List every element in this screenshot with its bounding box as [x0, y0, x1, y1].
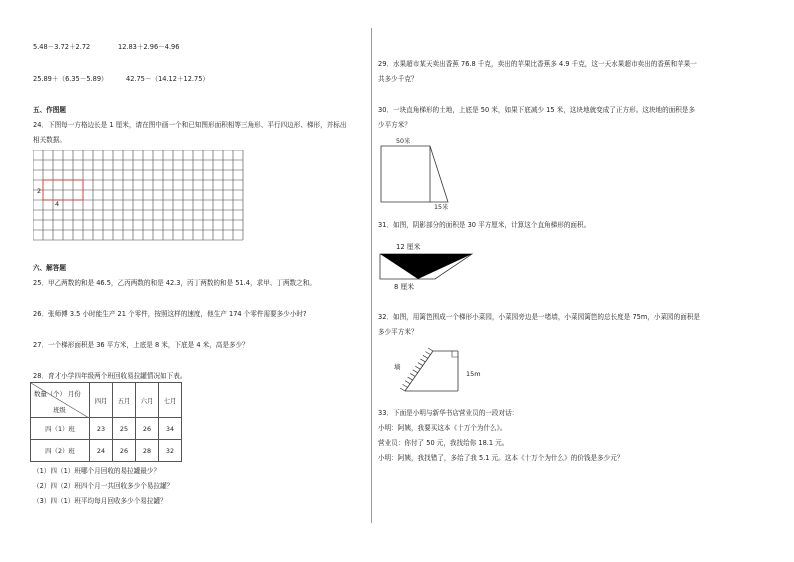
question-27: 27．一个梯形面积是 36 平方米，上底是 8 米，下底是 4 米，高是多少？ — [33, 341, 249, 349]
question-24-line2: 相关数据。 — [33, 136, 66, 144]
rect-height-label: 2 — [37, 187, 42, 195]
wall-hatch-line — [425, 352, 430, 355]
question-25: 25．甲乙两数的和是 46.5，乙丙两数的和是 42.3，丙丁两数的和是 51.4，求甲、丁两数之和。 — [33, 279, 316, 287]
right-trapezoid-figure — [378, 135, 468, 210]
table-cell: 26 — [113, 440, 136, 462]
class-name: 四（1）班 — [31, 418, 90, 440]
wall-hatch-line — [400, 388, 405, 391]
question-24-line1: 24．下图每一方格边长是 1 厘米，请在图中画一个和已知图形面积相等三角形、平行四边形、梯形，并标出 — [33, 121, 347, 129]
table-row — [31, 440, 182, 462]
corner-bottom-label: 班级 — [53, 406, 66, 414]
column-divider — [371, 28, 372, 523]
wall-hatch-line — [405, 381, 410, 384]
question-28-sub-1: （1）四（1）班哪个月回收的易拉罐最少？ — [33, 467, 161, 475]
table-cell: 26 — [136, 418, 159, 440]
wall-hatch-line — [410, 373, 415, 376]
wall-hatch-line — [408, 377, 413, 380]
wall-hatch-line — [415, 366, 420, 369]
question-28: 28．育才小学四年级两个班回收易拉罐情况如下表。 — [33, 372, 187, 380]
garden-figure — [378, 340, 488, 400]
height-label: 15m — [466, 370, 481, 378]
calc-1: 5.48－3.72＋2.72 — [33, 43, 91, 51]
shaded-trapezoid-figure — [378, 238, 478, 293]
month-header: 四月 — [90, 383, 113, 418]
fig31-top-label: 12 厘米 — [396, 243, 421, 251]
corner-top-label: 数量（个） 月份 — [34, 390, 81, 398]
table-cell: 25 — [113, 418, 136, 440]
calc-2: 12.83＋2.96－4.96 — [118, 43, 180, 51]
calc-4: 42.75－（14.12＋12.75） — [126, 75, 210, 83]
wall-label: 墙 — [394, 363, 401, 371]
fig30-bottom-label: 15米 — [434, 204, 449, 210]
table-cell: 32 — [159, 440, 182, 462]
question-29-line1: 29．水果超市某天卖出香蕉 76.8 千克，卖出的苹果比香蕉多 4.9 千克，这一天水果超市卖出的香蕉和苹果一 — [378, 60, 697, 68]
question-28-sub-3: （3）四（1）班平均每月回收多少个易拉罐？ — [33, 497, 167, 505]
calc-3: 25.89＋（6.35－5.89） — [33, 75, 108, 83]
dialog-line-3: 小明：阿姨，我找错了，多给了我 5.1 元。这本《十万个为什么》的价钱是多少元？ — [378, 454, 624, 462]
question-26: 26．张师傅 3.5 小时能生产 21 个零件，按照这样的速度，他生产 174 个零件需要多少小时? — [33, 310, 307, 318]
wall-hatch-line — [403, 384, 408, 387]
table-cell: 23 — [90, 418, 113, 440]
wall-hatch-line — [418, 363, 423, 366]
fig30-top-label: 50米 — [396, 138, 411, 145]
question-30-line2: 少平方米？ — [378, 121, 411, 129]
rect-width-label: 4 — [55, 200, 60, 208]
wall-hatch-line — [428, 348, 433, 351]
question-32-line2: 多少平方米？ — [378, 328, 418, 336]
section-5-title: 五、作图题 — [33, 106, 66, 114]
dialog-line-2: 营业员：你付了 50 元，我找给你 18.1 元。 — [378, 439, 509, 447]
question-30-line1: 30．一块直角梯形的土地，上底是 50 米，如果下底减少 15 米，这块地就变成了正方形。这块地的面积是多 — [378, 106, 696, 114]
question-33: 33．下面是小明与新华书店营业员的一段对话： — [378, 409, 519, 417]
wall-hatch-line — [413, 370, 418, 373]
question-31: 31．如图，阴影部分的面积是 30 平方厘米，计算这个直角梯形的面积。 — [378, 221, 591, 229]
question-29-line2: 共多少千克？ — [378, 75, 418, 83]
square-grid — [33, 150, 245, 242]
table-cell: 28 — [136, 440, 159, 462]
table-row — [31, 418, 182, 440]
question-32-line1: 32．如图，用篱笆围成一个梯形小菜园，小菜园旁边是一堵墙，小菜园篱笆的总长度是 75m，小菜园的面积是 — [378, 313, 701, 321]
class-name: 四（2）班 — [31, 440, 90, 462]
table-corner-cell — [31, 383, 90, 418]
question-28-sub-2: （2）四（2）班四个月一共回收多少个易拉罐？ — [33, 482, 174, 490]
recycling-table — [30, 382, 182, 462]
month-header: 五月 — [113, 383, 136, 418]
section-6-title: 六、解答题 — [33, 264, 66, 272]
month-header: 六月 — [136, 383, 159, 418]
fig31-bottom-label: 8 厘米 — [394, 283, 415, 291]
month-header: 七月 — [159, 383, 182, 418]
table-cell: 34 — [159, 418, 182, 440]
table-cell: 24 — [90, 440, 113, 462]
dialog-line-1: 小明：阿姨，我要买这本《十万个为什么》。 — [378, 424, 507, 432]
wall-hatch-line — [420, 359, 425, 362]
wall-hatch-line — [423, 355, 428, 358]
